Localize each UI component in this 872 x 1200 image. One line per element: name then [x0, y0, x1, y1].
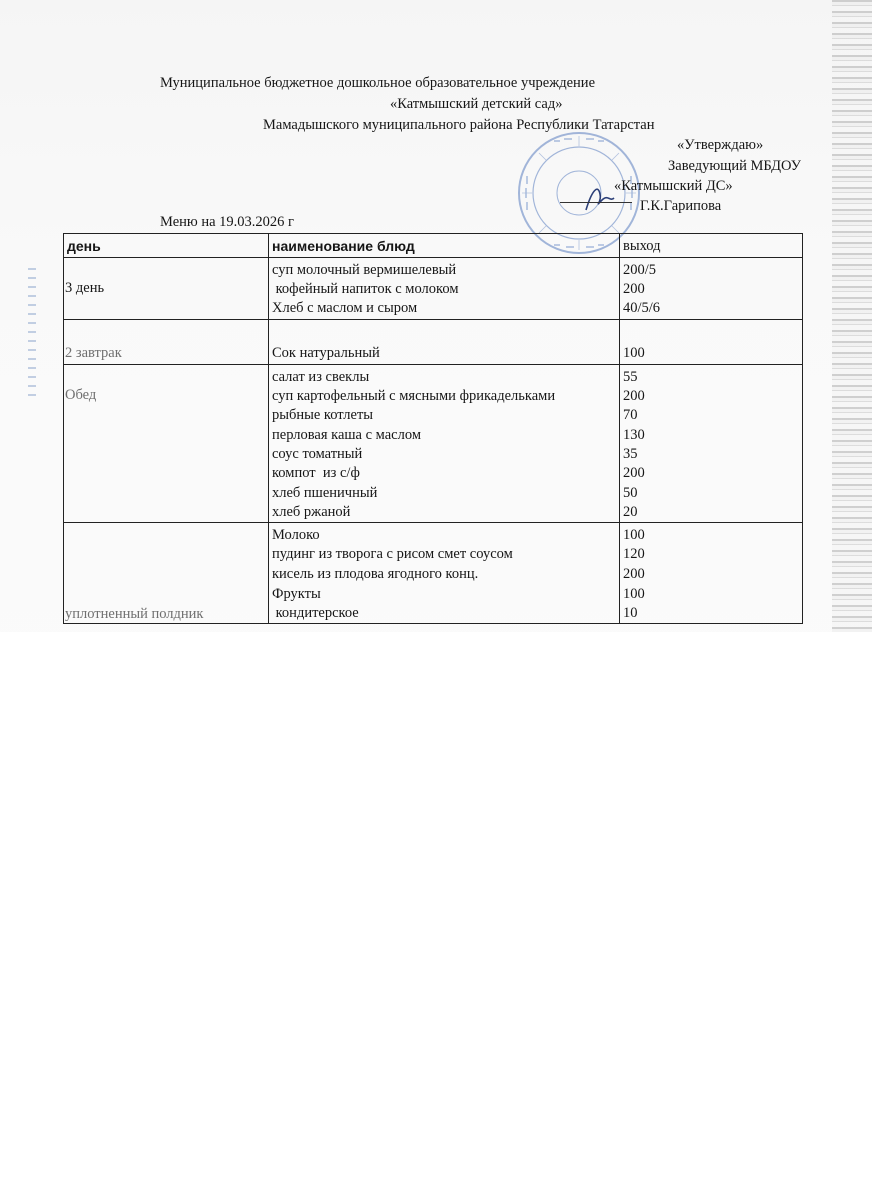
dish-name: компот из с/ф: [272, 465, 360, 481]
dish-name: суп молочный вермишелевый: [272, 262, 457, 278]
scan-edge-noise: [832, 0, 872, 632]
table-border-right: [802, 233, 803, 624]
dish-portion: 50: [623, 485, 638, 501]
dish-portion: 200: [623, 465, 645, 481]
dish-portion: 10: [623, 605, 638, 621]
approval-position: Заведующий МБДОУ: [668, 158, 801, 174]
dish-name: хлеб пшеничный: [272, 485, 378, 501]
dish-name: салат из свеклы: [272, 369, 370, 385]
dish-portion: 20: [623, 504, 638, 520]
dish-portion: 40/5/6: [623, 300, 661, 316]
dish-portion: 200: [623, 566, 645, 582]
table-header-rule: [63, 257, 803, 258]
table-row-rule: [63, 319, 803, 320]
table-row-rule: [63, 522, 803, 523]
dish-name: кисель из плодова ягодного конц.: [272, 566, 479, 582]
dish-portion: 120: [623, 546, 645, 562]
dish-name: Молоко: [272, 527, 320, 543]
dish-name: суп картофельный с мясными фрикадельками: [272, 388, 556, 404]
meal-label: 3 день: [65, 280, 105, 296]
dish-portion: 200/5: [623, 262, 657, 278]
approval-approve-label: «Утверждаю»: [677, 137, 764, 153]
dish-name: пудинг из творога с рисом смет соусом: [272, 546, 513, 562]
scan-left-marks: [28, 268, 36, 398]
table-border-top: [63, 233, 803, 234]
signature-line: [560, 202, 632, 203]
meal-label: 2 завтрак: [65, 345, 122, 361]
table-border-bottom: [63, 623, 803, 624]
menu-date-title: Меню на 19.03.2026 г: [160, 214, 294, 230]
dish-portion: 130: [623, 427, 645, 443]
org-name-line2: «Катмышский детский сад»: [390, 96, 563, 112]
column-header-day: день: [67, 238, 101, 254]
org-name-line1: Муниципальное бюджетное дошкольное образовательное учреждение: [160, 75, 595, 91]
meal-label: уплотненный полдник: [65, 606, 204, 622]
org-name-line3: Мамадышского муниципального района Республики Татарстан: [263, 117, 655, 133]
column-header-portion: выход: [623, 238, 661, 254]
dish-portion: 100: [623, 527, 645, 543]
dish-portion: 100: [623, 345, 645, 361]
dish-name: Сок натуральный: [272, 345, 380, 361]
dish-name: кондитерское: [272, 605, 359, 621]
menu-table: [63, 232, 803, 624]
dish-name: Хлеб с маслом и сыром: [272, 300, 418, 316]
meal-label: Обед: [65, 387, 97, 403]
dish-portion: 70: [623, 407, 638, 423]
approval-signer-name: Г.К.Гарипова: [640, 198, 722, 214]
dish-portion: 100: [623, 586, 645, 602]
table-column-rule: [619, 233, 620, 624]
dish-portion: 35: [623, 446, 638, 462]
dish-name: хлеб ржаной: [272, 504, 351, 520]
dish-name: рыбные котлеты: [272, 407, 374, 423]
approval-organization: «Катмышский ДС»: [614, 178, 733, 194]
table-row-rule: [63, 364, 803, 365]
dish-name: кофейный напиток с молоком: [272, 281, 459, 297]
dish-portion: 200: [623, 388, 645, 404]
table-column-rule: [268, 233, 269, 624]
table-border-left: [63, 233, 64, 624]
column-header-dish: наименование блюд: [272, 238, 415, 254]
dish-portion: 55: [623, 369, 638, 385]
dish-name: перловая каша с маслом: [272, 427, 422, 443]
dish-name: соус томатный: [272, 446, 363, 462]
dish-name: Фрукты: [272, 586, 321, 602]
dish-portion: 200: [623, 281, 645, 297]
